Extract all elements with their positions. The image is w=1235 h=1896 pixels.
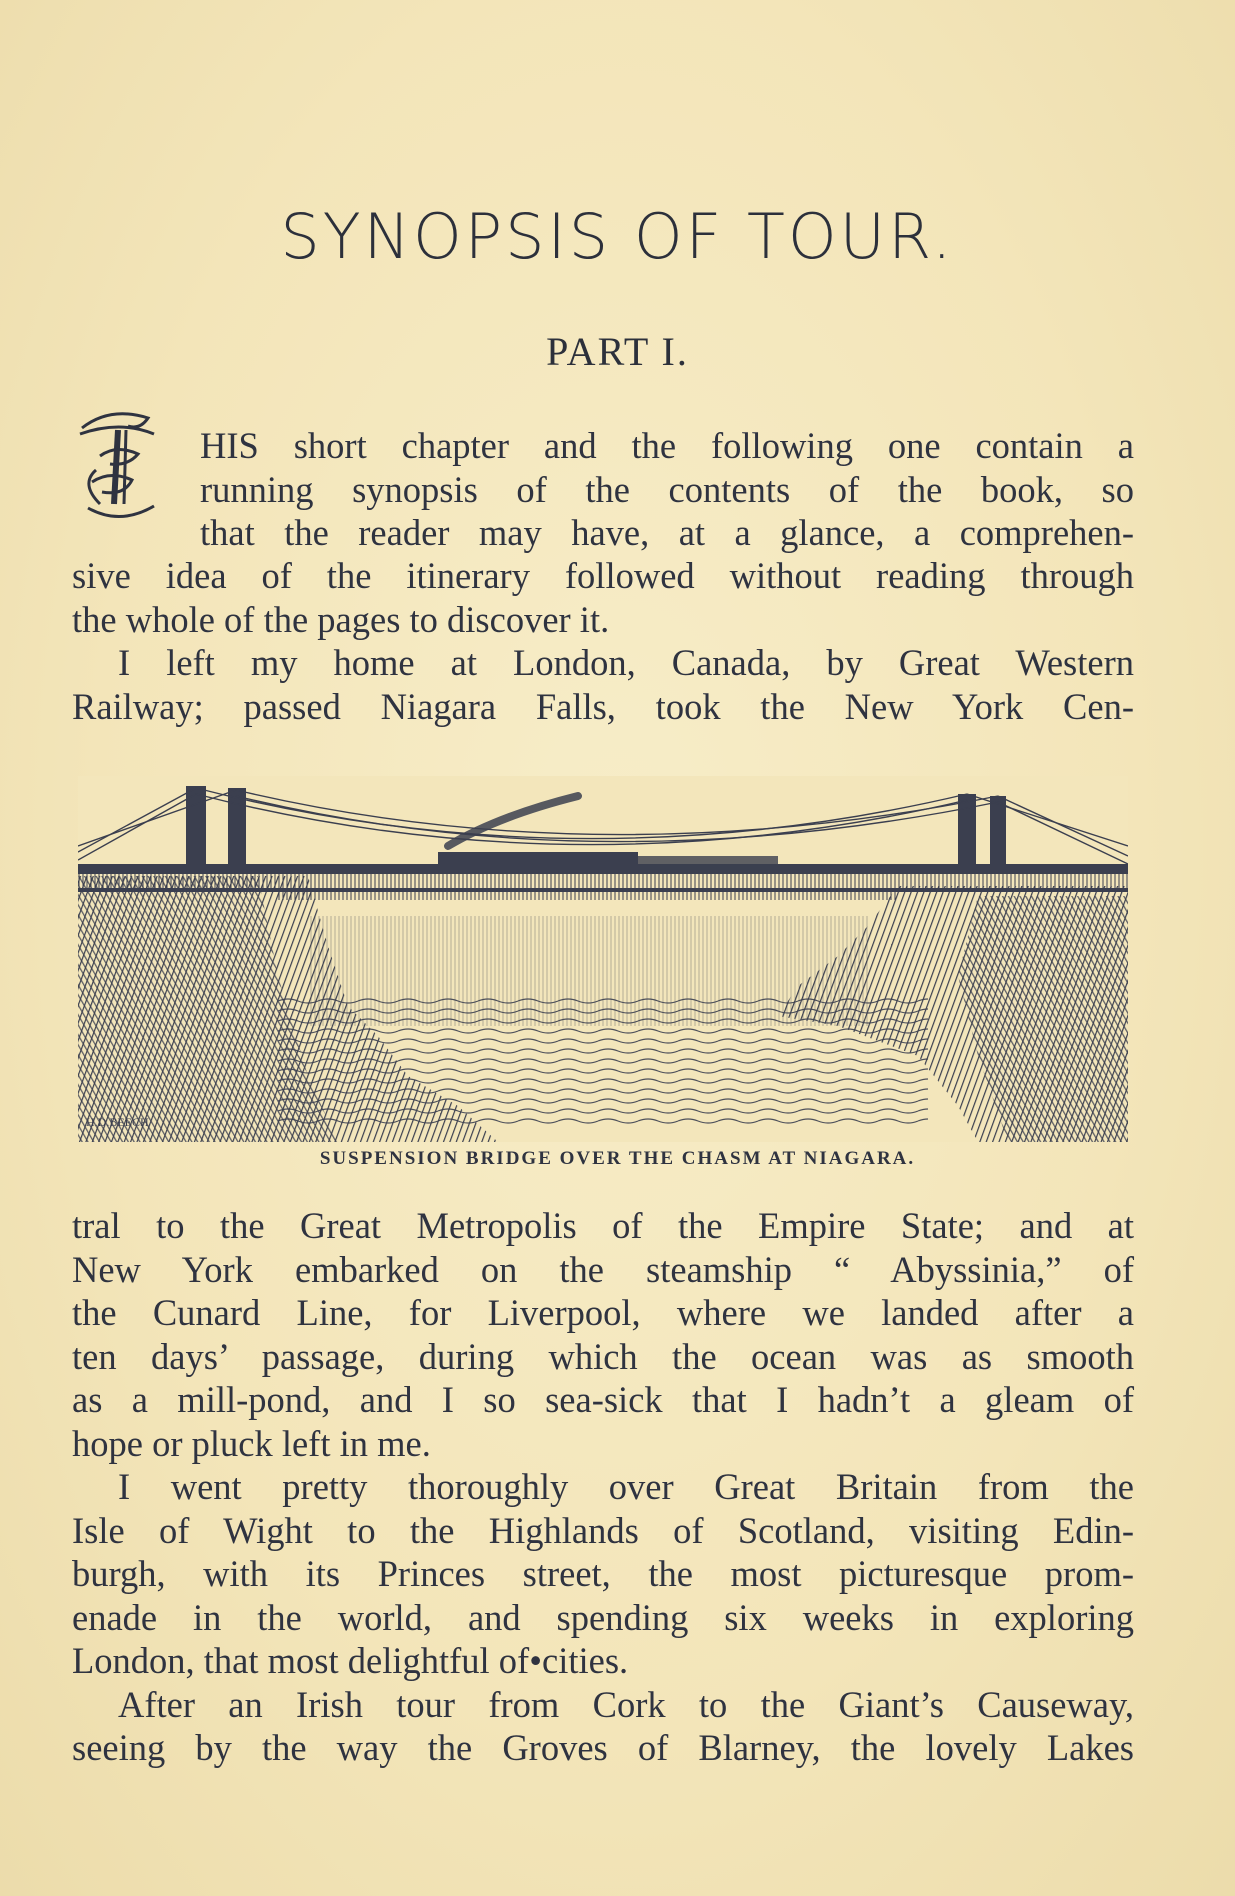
text-line: burgh, with its Princes street, the most picturesque prom- bbox=[72, 1553, 1134, 1594]
text-line: After an Irish tour from Cork to the Giant’s Causeway, bbox=[118, 1683, 1134, 1725]
text-line: as a mill-pond, and I so sea-sick that I hadn’t a gleam of bbox=[72, 1379, 1134, 1420]
text-line: New York embarked on the steamship “ Abyssinia,” of bbox=[72, 1248, 1134, 1290]
paragraph-block-1 bbox=[72, 554, 1134, 728]
text-line: tral to the Great Metropolis of the Empire State; and at bbox=[72, 1205, 1134, 1246]
text-line: enade in the world, and spending six weeks in exploring bbox=[72, 1596, 1134, 1638]
bridge-engraving bbox=[78, 776, 1128, 1142]
text-line: sive idea of the itinerary followed without reading through bbox=[72, 555, 1134, 596]
text-line: seeing by the way the Groves of Blarney, the lovely Lakes bbox=[72, 1727, 1134, 1768]
part-heading: PART I. bbox=[546, 329, 689, 374]
text-line: I left my home at London, Canada, by Great Western bbox=[118, 642, 1134, 683]
text-line: the Cunard Line, for Liverpool, where we landed after a bbox=[72, 1292, 1134, 1333]
drop-cap-ornament bbox=[70, 400, 200, 530]
text-line: ten days’ passage, during which the ocean was as smooth bbox=[72, 1335, 1134, 1377]
drop-cap-t-icon bbox=[70, 400, 200, 530]
text-line: the whole of the pages to discover it. bbox=[72, 598, 610, 640]
engraver-signature: H.D.BEECH bbox=[86, 1115, 149, 1129]
text-line: I went pretty thoroughly over Great Britain from the bbox=[118, 1466, 1134, 1507]
text-line: London, that most delightful of•cities. bbox=[72, 1640, 629, 1681]
intro-lines bbox=[200, 424, 1134, 555]
text-line: hope or pluck left in me. bbox=[72, 1422, 431, 1464]
text-line: that the reader may have, at a glance, a comprehen- bbox=[200, 512, 1134, 553]
text-line: Isle of Wight to the Highlands of Scotland, visiting Edin- bbox=[72, 1509, 1134, 1551]
page-title: SYNOPSIS OF TOUR. bbox=[280, 200, 955, 273]
text-line: Railway; passed Niagara Falls, took the New York Cen- bbox=[72, 685, 1134, 727]
text-line: running synopsis of the contents of the book, so bbox=[200, 468, 1134, 510]
paragraph-block-2 bbox=[72, 1204, 1134, 1770]
suspension-bridge-illustration bbox=[78, 776, 1128, 1142]
text-line: HIS short chapter and the following one contain a bbox=[200, 425, 1134, 466]
figure-caption: SUSPENSION BRIDGE OVER THE CHASM AT NIAGARA. bbox=[319, 1148, 916, 1169]
